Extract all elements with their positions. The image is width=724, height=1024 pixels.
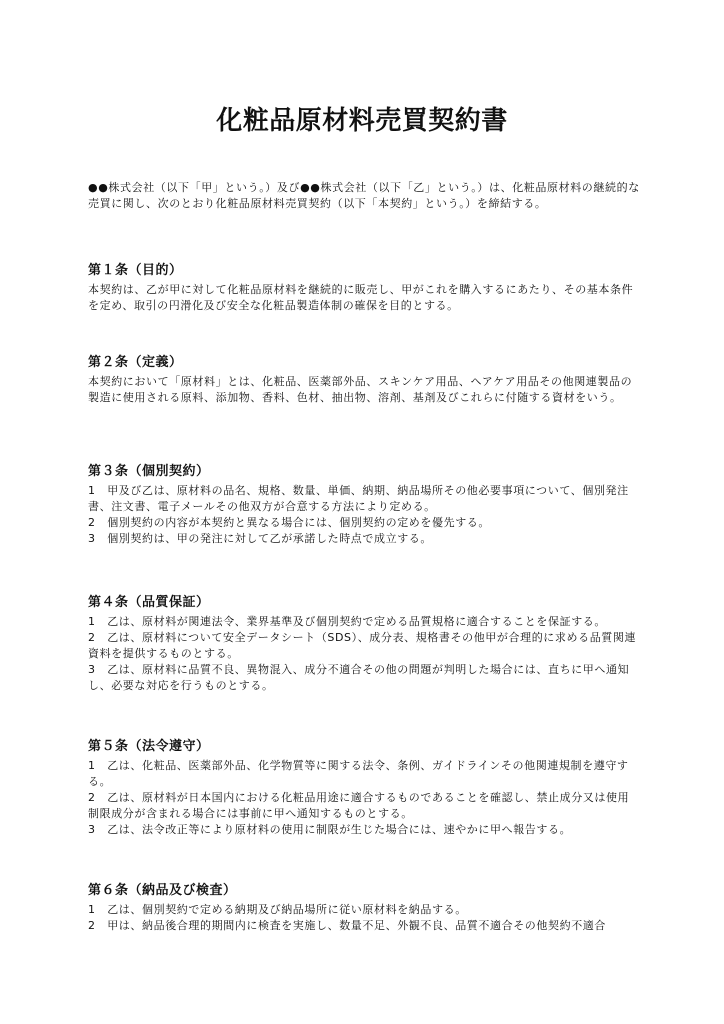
article-6 bbox=[88, 882, 640, 934]
article-paragraph: 2 乙は、原材料について安全データシート（SDS）、成分表、規格書その他甲が合理的に求める品質関連資料を提供するものとする。 bbox=[88, 631, 637, 660]
article-body bbox=[88, 282, 640, 314]
article-heading: 第４条（品質保証） bbox=[88, 595, 210, 610]
article-paragraph: 本契約において「原材料」とは、化粧品、医薬部外品、スキンケア用品、ヘアケア用品その他関連製品の製造に使用される原料、添加物、香料、色材、抽出物、溶剤、基剤及びこれらに付随する資材をいう。 bbox=[88, 375, 633, 404]
document-title: 化粧品原材料売買契約書 bbox=[216, 106, 508, 136]
article-paragraph: 1 乙は、原材料が関連法令、業界基準及び個別契約で定める品質規格に適合することを保証する。 bbox=[88, 615, 606, 628]
article-body bbox=[88, 374, 640, 406]
article-paragraph: 1 乙は、個別契約で定める納期及び納品場所に従い原材料を納品する。 bbox=[88, 903, 467, 916]
article-body bbox=[88, 483, 640, 547]
article-heading: 第１条（目的） bbox=[88, 263, 183, 278]
article-paragraph: 2 個別契約の内容が本契約と異なる場合には、個別契約の定めを優先する。 bbox=[88, 516, 490, 529]
article-4 bbox=[88, 594, 640, 694]
article-3 bbox=[88, 463, 640, 547]
article-paragraph: 1 乙は、化粧品、医薬部外品、化学物質等に関する法令、条例、ガイドラインその他関連規制を遵守する。 bbox=[88, 759, 629, 788]
article-1 bbox=[88, 262, 640, 314]
article-heading: 第６条（納品及び検査） bbox=[88, 883, 237, 898]
article-2 bbox=[88, 354, 640, 406]
article-paragraph: 3 乙は、原材料に品質不良、異物混入、成分不適合その他の問題が判明した場合には、直ちに甲へ通知し、必要な対応を行うものとする。 bbox=[88, 663, 630, 692]
article-paragraph: 3 乙は、法令改正等により原材料の使用に制限が生じた場合には、速やかに甲へ報告する。 bbox=[88, 823, 572, 836]
article-body bbox=[88, 902, 640, 934]
article-heading: 第２条（定義） bbox=[88, 355, 183, 370]
article-paragraph: 2 甲は、納品後合理的期間内に検査を実施し、数量不足、外観不良、品質不適合その他契約不適合 bbox=[88, 919, 606, 932]
article-paragraph: 1 甲及び乙は、原材料の品名、規格、数量、単価、納期、納品場所その他必要事項について、個別発注書、注文書、電子メールその他双方が合意する方法により定める。 bbox=[88, 484, 629, 513]
article-heading: 第３条（個別契約） bbox=[88, 464, 210, 479]
article-paragraph: 3 個別契約は、甲の発注に対して乙が承諾した時点で成立する。 bbox=[88, 532, 432, 545]
article-paragraph: 本契約は、乙が甲に対して化粧品原材料を継続的に販売し、甲がこれを購入するにあたり、その基本条件を定め、取引の円滑化及び安全な化粧品製造体制の確保を目的とする。 bbox=[88, 283, 634, 312]
article-5 bbox=[88, 738, 640, 838]
article-heading: 第５条（法令遵守） bbox=[88, 739, 210, 754]
article-body bbox=[88, 614, 640, 694]
article-paragraph: 2 乙は、原材料が日本国内における化粧品用途に適合するものであることを確認し、禁止成分又は使用制限成分が含まれる場合には事前に甲へ通知するものとする。 bbox=[88, 791, 630, 820]
intro-paragraph: ●●株式会社（以下「甲」という。）及び●●株式会社（以下「乙」という。）は、化粧品原材料の継続的な売買に関し、次のとおり化粧品原材料売買契約（以下「本契約」という。）を締結する。 bbox=[88, 181, 640, 210]
article-body bbox=[88, 758, 640, 838]
